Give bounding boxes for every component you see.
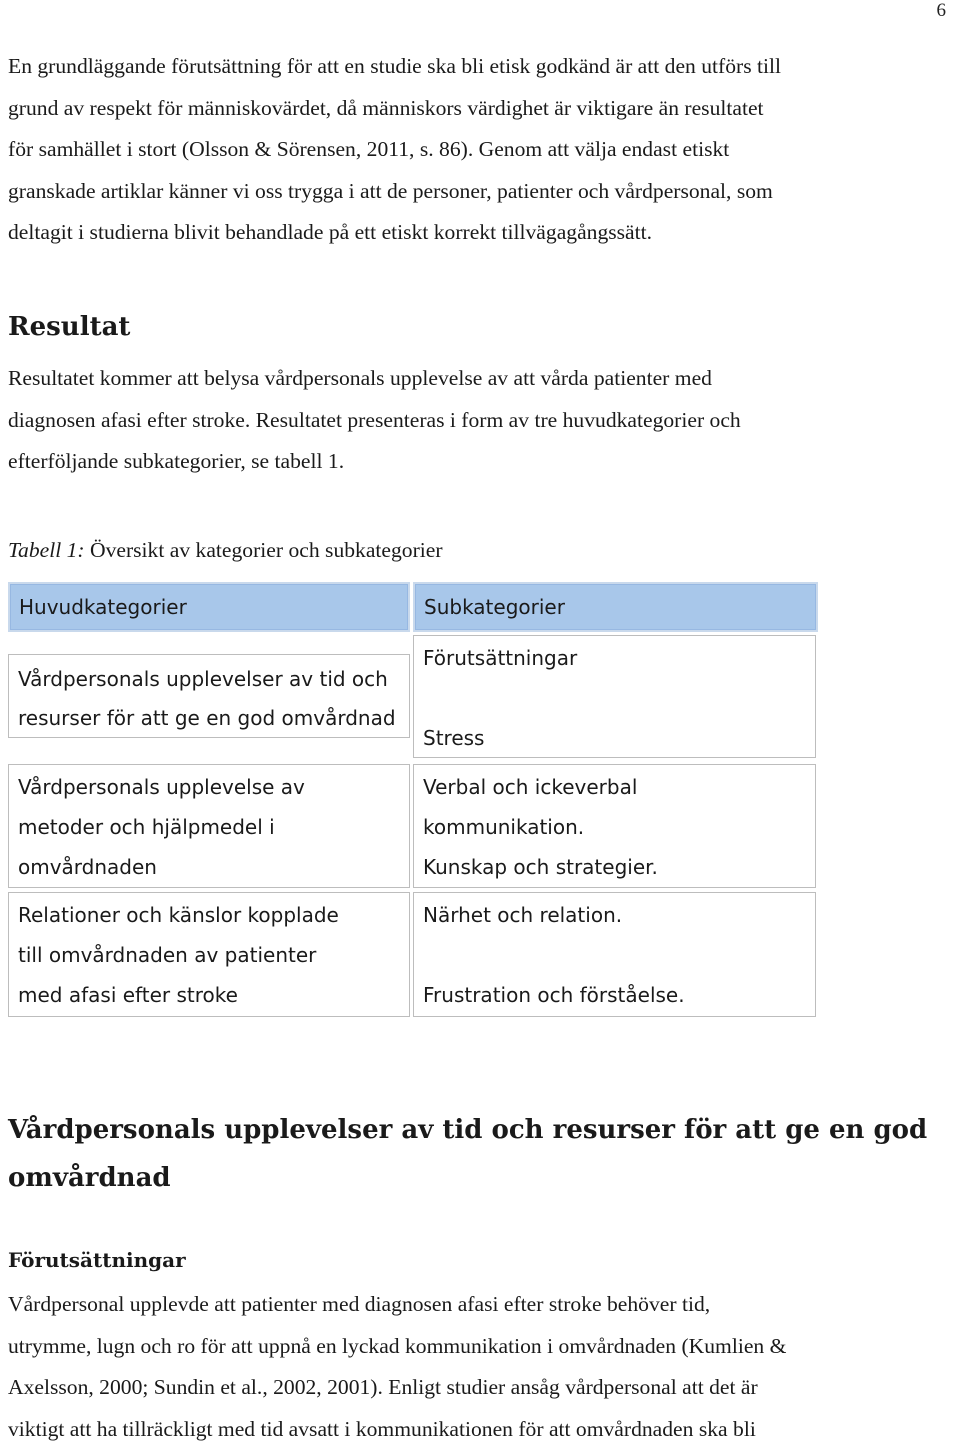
cell-line: metoder och hjälpmedel i: [18, 815, 275, 839]
table-caption-label: Tabell 1:: [8, 538, 85, 562]
cell-line: Relationer och känslor kopplade: [18, 903, 339, 927]
section-heading-line: Vårdpersonals upplevelser av tid och resurser för att ge en god: [8, 1106, 948, 1154]
paragraph-line: diagnosen afasi efter stroke. Resultatet presenteras i form av tre huvudkategorier och: [8, 400, 960, 442]
paragraph-line: utrymme, lugn och ro för att uppnå en lyckad kommunikation i omvårdnaden (Kumlien &: [8, 1326, 960, 1368]
cell-line: omvårdnaden: [18, 855, 157, 879]
paragraph-line: Resultatet kommer att belysa vårdpersonals upplevelse av att vårda patienter med: [8, 358, 960, 400]
paragraph-line: En grundläggande förutsättning för att en studie ska bli etisk godkänd är att den utförs till: [8, 46, 960, 88]
paragraph-line: granskade artiklar känner vi oss trygga i att de personer, patienter och vårdpersonal, som: [8, 171, 960, 213]
table-row-3-main: [8, 892, 410, 1017]
cell-line: Närhet och relation.: [423, 903, 622, 927]
cell-line: Vårdpersonals upplevelse av: [18, 775, 305, 799]
table-row-1-main: [8, 654, 410, 738]
cell-line: kommunikation.: [423, 815, 584, 839]
table-caption: [8, 538, 443, 563]
paragraph-line: deltagit i studierna blivit behandlade på ett etiskt korrekt tillvägagångssätt.: [8, 212, 960, 254]
cell-line: Kunskap och strategier.: [423, 855, 658, 879]
resultat-heading: Resultat: [8, 312, 130, 342]
paragraph-line: grund av respekt för människovärdet, då människors värdighet är viktigare än resultatet: [8, 88, 960, 130]
cell-line: Verbal och ickeverbal: [423, 775, 637, 799]
section-heading: [8, 1106, 948, 1202]
page-number: 6: [937, 0, 947, 22]
table-header-main: [8, 582, 410, 632]
cell-line: Förutsättningar: [423, 646, 577, 670]
table-row-3-sub: [413, 892, 816, 1017]
cell-line: Stress: [423, 726, 484, 750]
paragraph-line: viktigt att ha tillräckligt med tid avsatt i kommunikationen för att omvårdnaden ska bli: [8, 1409, 960, 1450]
intro-paragraph: [8, 46, 960, 254]
forutsattningar-paragraph: [8, 1284, 960, 1450]
section-heading-line: omvårdnad: [8, 1154, 948, 1202]
table-header-sub-label: Subkategorier: [424, 595, 565, 619]
cell-line: resurser för att ge en god omvårdnad: [18, 706, 396, 730]
table-header-main-label: Huvudkategorier: [19, 595, 187, 619]
subheading: Förutsättningar: [8, 1248, 186, 1272]
table-row-1-sub: [413, 635, 816, 758]
resultat-paragraph: [8, 358, 960, 483]
paragraph-line: Vårdpersonal upplevde att patienter med diagnosen afasi efter stroke behöver tid,: [8, 1284, 960, 1326]
table-caption-text: Översikt av kategorier och subkategorier: [85, 538, 443, 562]
cell-line: Frustration och förståelse.: [423, 983, 685, 1007]
paragraph-line: efterföljande subkategorier, se tabell 1.: [8, 441, 960, 483]
paragraph-line: Axelsson, 2000; Sundin et al., 2002, 2001). Enligt studier ansåg vårdpersonal att det är: [8, 1367, 960, 1409]
table-row-2-main: [8, 764, 410, 888]
table-row-2-sub: [413, 764, 816, 888]
cell-line: Vårdpersonals upplevelser av tid och: [18, 667, 388, 691]
cell-line: till omvårdnaden av patienter: [18, 943, 316, 967]
paragraph-line: för samhället i stort (Olsson & Sörensen, 2011, s. 86). Genom att välja endast etiskt: [8, 129, 960, 171]
cell-line: med afasi efter stroke: [18, 983, 238, 1007]
table-header-sub: [413, 582, 818, 632]
